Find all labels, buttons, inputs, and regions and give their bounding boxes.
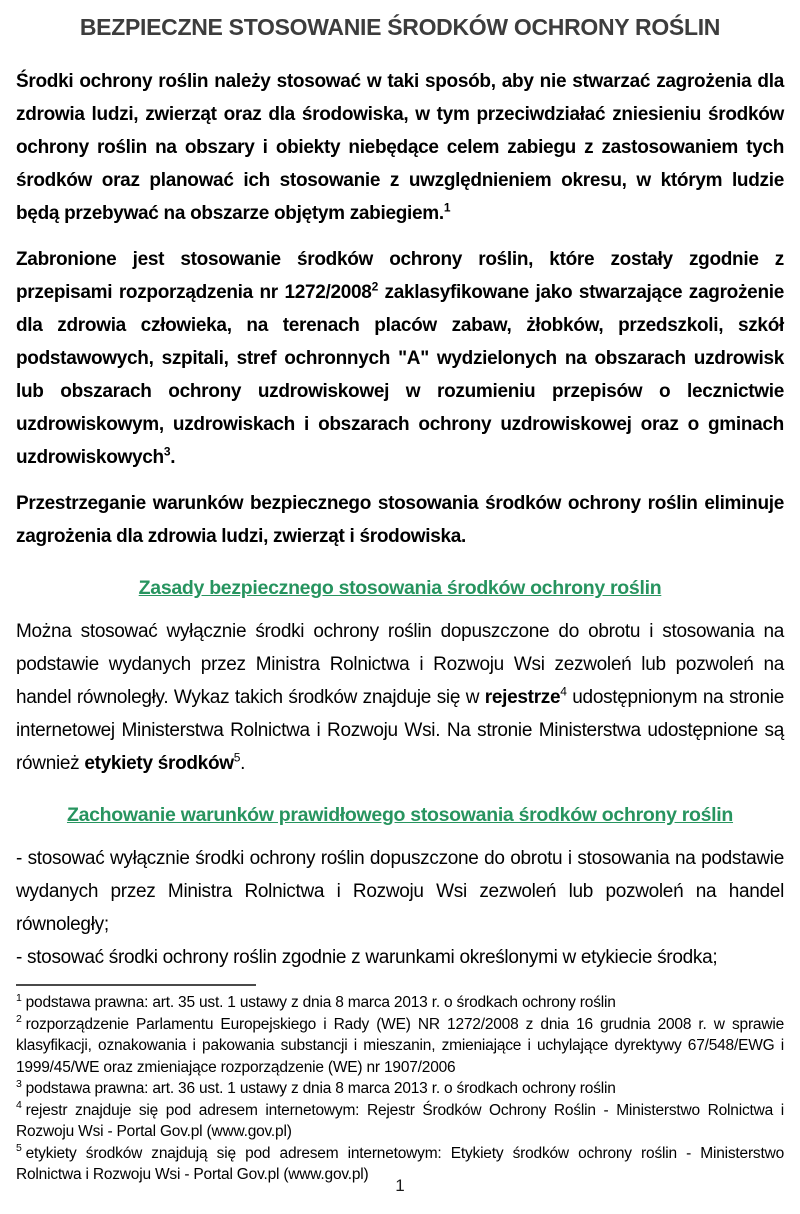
paragraph-prohibited-areas (16, 243, 784, 474)
register-term: rejestrze (484, 687, 561, 708)
footnote-number: 4 (16, 1099, 22, 1112)
footnote-number: 5 (16, 1142, 22, 1155)
footnote-ref-4: 4 (560, 684, 567, 699)
list-item-label-conditions: - stosować środki ochrony roślin zgodnie z warunkami określonymi w etykiecie środka; (16, 947, 718, 968)
footnote-text: rozporządzenie Parlamentu Europejskiego i Rady (WE) NR 1272/2008 z dnia 16 grudnia 2008 r. w sprawie klasyfikacji, oznakowania i pakowania substancji i mieszanin, zmieniające i uchylające dyrektywy 67/548/EWG i 1999/45/WE oraz zmieniające rozporządzenie (WE) nr 1907/2006 (16, 1015, 784, 1076)
footnote-number: 2 (16, 1013, 22, 1026)
footnote-text: etykiety środków znajdują się pod adresem internetowym: Etykiety środków ochrony roślin - Ministerstwo Rolnictwa i Rozwoju Wsi - Portal Gov.pl (www.gov.pl) (16, 1144, 784, 1183)
page-title: BEZPIECZNE STOSOWANIE ŚRODKÓW OCHRONY ROŚLIN (79, 14, 721, 40)
footnote-ref-2: 2 (371, 279, 378, 294)
footnote-text: podstawa prawna: art. 36 ust. 1 ustawy z dnia 8 marca 2013 r. o środkach ochrony roślin (25, 1080, 616, 1097)
paragraph-text: zaklasyfikowane jako stwarzające zagrożenie dla zdrowia człowieka, na terenach placów zabaw, żłobków, przedszkoli, szkół podstawowych, szpitali, stref ochronnych "A" wydzielonych na obszarach uzdrowisk lub obszarach ochrony uzdrowiskowej w rozumieniu przepisów o lecznictwie uzdrowiskowym, uzdrowiskach i obszarach ochrony uzdrowiskowej oraz o gminach uzdrowiskowych (16, 282, 784, 468)
paragraph-text: Można stosować wyłącznie środki ochrony roślin dopuszczone do obrotu i stosowania na podstawie wydanych przez Ministra Rolnictwa i Rozwoju Wsi zezwoleń lub pozwoleń na handel równoległy. Wykaz takich środków znajduje się w (16, 621, 784, 708)
footnote-ref-5: 5 (233, 750, 241, 765)
paragraph-register-info (16, 615, 784, 780)
section-heading-proper-use-conditions: Zachowanie warunków prawidłowego stosowania środków ochrony roślin (66, 804, 734, 826)
paragraph-text: Środki ochrony roślin należy stosować w taki sposób, aby nie stwarzać zagrożenia dla zdrowia ludzi, zwierząt oraz dla środowiska, w tym przeciwdziałać zniesieniu środków ochrony roślin na obszary i obiekty niebędące celem zabiegu z zastosowaniem tych środków oraz planować ich stosowanie z uwzględnieniem okresu, w którym ludzie będą przebywać na obszarze objętym zabiegiem. (16, 71, 784, 224)
footnote-2 (16, 1014, 784, 1079)
page-number: 1 (395, 1176, 405, 1195)
paragraph-text: udostępnionym na stronie internetowej Ministerstwa Rolnictwa i Rozwoju Wsi. Na stronie Ministerstwa udostępnione są również (16, 687, 784, 774)
footnote-number: 3 (16, 1077, 22, 1090)
footnote-text: rejestr znajduje się pod adresem internetowym: Rejestr Środków Ochrony Roślin - Ministerstwo Rolnictwa i Rozwoju Wsi - Portal Gov.pl (www.gov.pl) (16, 1101, 784, 1140)
footnote-ref-1: 1 (443, 200, 451, 215)
footnote-separator (16, 984, 256, 986)
footnote-number: 1 (16, 991, 22, 1004)
footnote-text: podstawa prawna: art. 35 ust. 1 ustawy z dnia 8 marca 2013 r. o środkach ochrony roślin (25, 994, 616, 1011)
paragraph-text: Zabronione jest stosowanie środków ochrony roślin, które zostały zgodnie z przepisami rozporządzenia nr 1272/2008 (16, 249, 784, 303)
footnote-ref-3: 3 (163, 444, 171, 459)
labels-term: etykiety środków (84, 753, 234, 774)
paragraph-text: . (240, 753, 246, 774)
section-heading-safe-use-rules: Zasady bezpiecznego stosowania środków ochrony roślin (138, 577, 662, 599)
paragraph-safe-use-principle (16, 65, 784, 230)
paragraph-text: . (170, 447, 176, 468)
footnote-4 (16, 1100, 784, 1143)
paragraph-text: Przestrzeganie warunków bezpiecznego stosowania środków ochrony roślin eliminuje zagrożenia dla zdrowia ludzi, zwierząt i środowiska. (16, 493, 784, 547)
paragraph-compliance-benefit (16, 487, 784, 553)
footnote-3 (16, 1078, 784, 1100)
list-item-authorized-products: - stosować wyłącznie środki ochrony roślin dopuszczone do obrotu i stosowania na podstawie wydanych przez Ministra Rolnictwa i Rozwoju Wsi zezwoleń lub pozwoleń na handel równoległy; (16, 848, 784, 935)
footnote-1 (16, 992, 784, 1014)
